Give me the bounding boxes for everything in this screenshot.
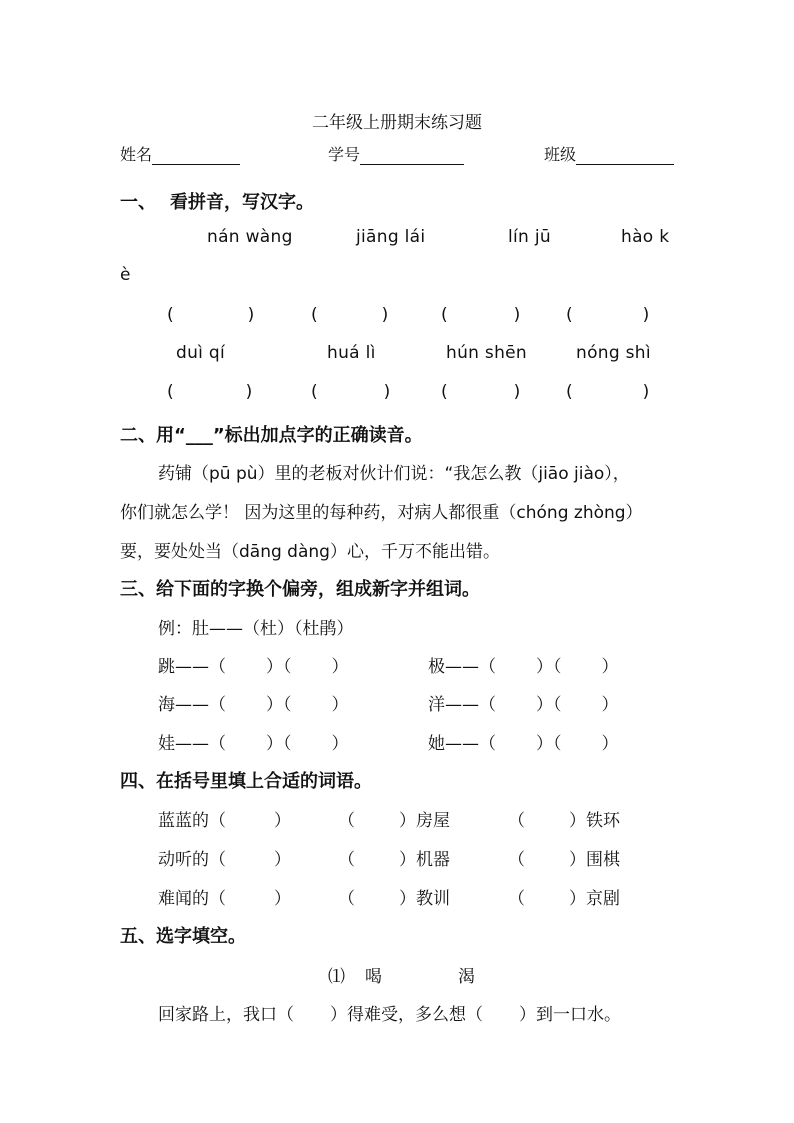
answer-box[interactable]: （ (338, 850, 355, 870)
fill-row-2: 动听的（ ） (158, 850, 291, 870)
section3-heading: 三、给下面的字换个偏旁，组成新字并组词。 (120, 579, 480, 600)
name-label: 姓名 (120, 145, 153, 164)
answer-box[interactable]: （ (553, 657, 562, 677)
answer-box-4[interactable]: ( ) (566, 305, 650, 325)
section1-title: 看拼音，写汉字。 (170, 192, 314, 213)
radical-row-right-3: 她——（ ）（ ） (428, 734, 619, 754)
passage-line-2: 你们就怎么学！ 因为这里的每种药，对病人都很重（chóng zhòng） (120, 503, 643, 523)
answer-box-3[interactable]: ( ) (441, 305, 521, 325)
class-label: 班级 (544, 145, 577, 164)
pinyin-1: nán wàng (207, 227, 293, 247)
section4-heading: 四、在括号里填上合适的词语。 (120, 771, 372, 792)
pinyin-4-wrap: è (120, 265, 131, 285)
radical-row-right-1: 极——（ ）（ ） (428, 657, 619, 677)
radical-row-right-2: 洋——（ ）（ ） (428, 695, 619, 715)
answer-box[interactable]: （ (209, 850, 226, 870)
answer-box[interactable]: （ (338, 889, 355, 909)
fill-row-1-mid: （ ）房屋 (338, 811, 450, 831)
passage-line-3: 要，要处处当（dāng dàng）心，千万不能出错。 (120, 542, 500, 562)
passage-line-1: 药铺（pū pù）里的老板对伙计们说：“我怎么教（jiāo jiào）， (158, 464, 630, 484)
number-blank[interactable] (360, 147, 464, 165)
pinyin-5: duì qí (176, 343, 226, 363)
pinyin-6: huá lì (327, 343, 376, 363)
pinyin-7: hún shēn (446, 343, 527, 363)
class-blank[interactable] (576, 147, 674, 165)
pinyin-8: nóng shì (576, 343, 651, 363)
radical-row-left-1: 跳——（ ）（ ） (158, 657, 349, 677)
answer-box[interactable]: （ (508, 811, 525, 831)
answer-box[interactable]: （ (479, 695, 496, 715)
answer-box[interactable]: （ (553, 695, 562, 715)
answer-box[interactable]: （ (283, 734, 292, 754)
section1-number: 一、 (120, 192, 156, 213)
radical-row-left-3: 娃——（ ）（ ） (158, 734, 349, 754)
answer-box[interactable]: （ (508, 889, 525, 909)
answer-box[interactable]: （ (209, 695, 226, 715)
answer-box-6[interactable]: ( ) (311, 382, 391, 402)
section5-heading: 五、选字填空。 (120, 926, 246, 947)
class-field[interactable] (544, 142, 674, 165)
radical-row-left-2: 海——（ ）（ ） (158, 695, 349, 715)
choice-char-2: 渴 (458, 967, 475, 987)
answer-box[interactable]: （ (466, 1005, 483, 1025)
pinyin-3: lín jū (508, 227, 551, 247)
answer-box[interactable]: （ (277, 1005, 294, 1025)
fill-sentence: 回家路上，我口（ ）得难受，多么想（ ）到一口水。 (158, 1005, 621, 1025)
name-field[interactable] (120, 142, 240, 165)
answer-box[interactable]: （ (508, 850, 525, 870)
fill-row-3: 难闻的（ ） (158, 889, 291, 909)
fill-row-1-right: （ ）铁环 (508, 811, 620, 831)
answer-box[interactable]: （ (338, 811, 355, 831)
answer-box[interactable]: （ (283, 695, 292, 715)
answer-box[interactable]: （ (479, 734, 496, 754)
answer-box[interactable]: （ (209, 811, 226, 831)
answer-box[interactable]: （ (209, 657, 226, 677)
answer-box-8[interactable]: ( ) (566, 382, 650, 402)
pinyin-2: jiāng lái (356, 227, 426, 247)
page-title: 二年级上册期末练习题 (312, 113, 482, 133)
answer-box[interactable]: （ (479, 657, 496, 677)
choice-char-1: 喝 (365, 967, 382, 987)
answer-box[interactable]: （ (209, 889, 226, 909)
answer-box[interactable]: （ (553, 734, 562, 754)
answer-box[interactable]: （ (209, 734, 226, 754)
number-label: 学号 (328, 145, 361, 164)
answer-box-7[interactable]: ( ) (441, 382, 521, 402)
answer-box-5[interactable]: ( ) (167, 382, 253, 402)
pinyin-4: hào k (621, 227, 670, 247)
number-field[interactable] (328, 142, 464, 165)
fill-row-3-right: （ ）京剧 (508, 889, 620, 909)
fill-row-2-mid: （ ）机器 (338, 850, 450, 870)
choice-number: ⑴ (328, 967, 345, 987)
example-line: 例：肚——（杜）（杜鹃） (158, 619, 354, 639)
fill-row-3-mid: （ ）教训 (338, 889, 450, 909)
section1-heading (120, 188, 314, 214)
answer-box[interactable]: （ (283, 657, 292, 677)
name-blank[interactable] (152, 147, 240, 165)
fill-row-2-right: （ ）围棋 (508, 850, 620, 870)
section2-heading: 二、用“___”标出加点字的正确读音。 (120, 425, 423, 446)
answer-box-2[interactable]: ( ) (311, 305, 389, 325)
answer-box-1[interactable]: ( ) (167, 305, 255, 325)
fill-row-1: 蓝蓝的（ ） (158, 811, 291, 831)
